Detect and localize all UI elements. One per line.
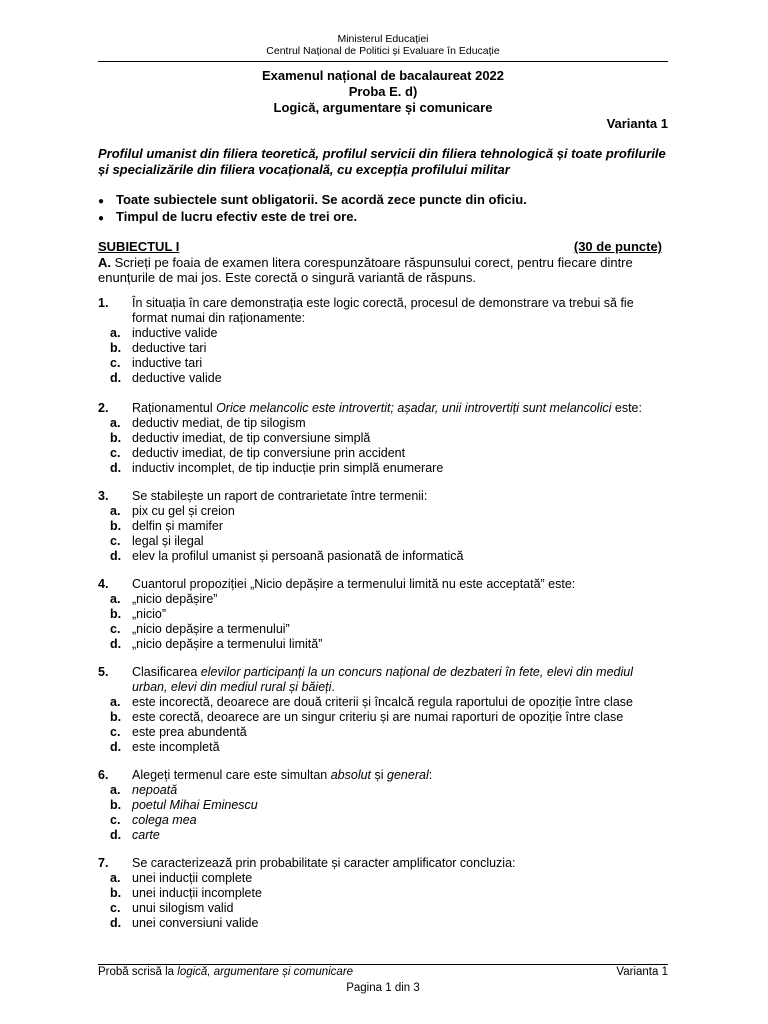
option-letter: b.	[110, 886, 122, 900]
question-6	[98, 768, 670, 843]
option-text: este incorectă, deoarece are două criterii și încalcă regula raportului de opoziție între clase	[132, 695, 633, 709]
option-letter: c.	[110, 901, 121, 915]
option-letter: b.	[110, 798, 122, 812]
option-text: „nicio depășire a termenului”	[132, 622, 290, 636]
option-letter: c.	[110, 446, 121, 460]
option-text: inductive tari	[132, 356, 203, 370]
question-number: 4.	[98, 577, 109, 591]
option-row	[98, 356, 670, 371]
option-letter: d.	[110, 740, 122, 754]
question-row	[98, 665, 670, 695]
option-text: elev la profilul umanist și persoană pasionată de informatică	[132, 549, 464, 563]
option-text: unei conversiuni valide	[132, 916, 259, 930]
option-row	[98, 740, 670, 755]
option-row	[98, 416, 670, 431]
exam-title: Examenul național de bacalaureat 2022	[261, 68, 505, 83]
option-row	[98, 828, 670, 843]
rule-item	[98, 209, 668, 226]
option-letter: c.	[110, 813, 121, 827]
option-row	[98, 504, 670, 519]
option-letter: d.	[110, 549, 122, 563]
option-letter: a.	[110, 504, 121, 518]
question-text-italic: absolut	[330, 768, 372, 782]
option-row	[98, 622, 670, 637]
option-row	[98, 461, 670, 476]
option-row	[98, 592, 670, 607]
question-text-part: .	[331, 680, 335, 694]
footer-divider	[98, 964, 668, 965]
question-text-italic: Orice melancolic este introvertit; așadar, unii introvertiți sunt melancolici	[216, 401, 612, 415]
question-text: În situația în care demonstrația este logic corectă, procesul de demonstrare va trebui să fie format numai din raționamente:	[132, 296, 634, 325]
option-row	[98, 326, 670, 341]
option-row	[98, 886, 670, 901]
option-text: delfin și mamifer	[132, 519, 223, 533]
option-letter: d.	[110, 828, 122, 842]
option-row	[98, 446, 670, 461]
rule-item	[98, 192, 668, 209]
option-letter: c.	[110, 622, 121, 636]
option-text: „nicio depășire a termenului limită”	[132, 637, 323, 651]
question-number: 5.	[98, 665, 109, 679]
variant-label: Varianta 1	[606, 116, 668, 131]
footer-left	[98, 966, 353, 978]
question-text: Se caracterizează prin probabilitate și caracter amplificator concluzia:	[132, 856, 516, 870]
option-text: poetul Mihai Eminescu	[132, 798, 258, 812]
option-letter: a.	[110, 695, 121, 709]
header-divider	[98, 61, 668, 62]
subject-heading	[98, 239, 662, 254]
question-text-italic: general	[387, 768, 429, 782]
option-text: colega mea	[132, 813, 197, 827]
option-text: legal și ilegal	[132, 534, 204, 548]
option-row	[98, 710, 670, 725]
option-text: este prea abundentă	[132, 725, 247, 739]
option-row	[98, 695, 670, 710]
profile-statement: Profilul umanist din filiera teoretică, profilul servicii din filiera tehnologică și toate profilurile și specializările din filiera vocațională, cu excepția profilului militar	[98, 146, 666, 177]
option-letter: c.	[110, 534, 121, 548]
footer	[98, 966, 668, 978]
rule-text: Timpul de lucru efectiv este de trei ore.	[116, 209, 358, 224]
option-row	[98, 341, 670, 356]
option-letter: a.	[110, 416, 121, 430]
option-text: unui silogism valid	[132, 901, 234, 915]
footer-left-text: Probă scrisă la	[98, 966, 178, 978]
option-row	[98, 637, 670, 652]
option-row	[98, 916, 670, 931]
ministry-header: Ministerul Educației	[337, 33, 429, 45]
subject-label: SUBIECTUL I	[98, 239, 180, 254]
center-header: Centrul Național de Politici și Evaluare în Educație	[266, 45, 500, 57]
option-row	[98, 798, 670, 813]
question-text-part: :	[428, 768, 433, 782]
question-1	[98, 296, 670, 386]
question-5	[98, 665, 670, 755]
question-number: 3.	[98, 489, 109, 503]
section-instructions-text: Scrieți pe foaia de examen litera corespunzătoare răspunsului corect, pentru fiecare dintre enunțurile de mai jos. Este corectă o singură variantă de răspuns.	[98, 255, 633, 285]
option-text: „nicio”	[132, 607, 167, 621]
exam-proba: Proba E. d)	[348, 84, 418, 99]
option-text: deductive tari	[132, 341, 207, 355]
footer-left-italic: logică, argumentare și comunicare	[177, 966, 354, 978]
question-text-part: este:	[611, 401, 642, 415]
question-row	[98, 489, 670, 504]
option-text: este incompletă	[132, 740, 220, 754]
option-row	[98, 871, 670, 886]
page-number: Pagina 1 din 3	[346, 982, 420, 994]
option-text: deductiv imediat, de tip conversiune prin accident	[132, 446, 406, 460]
bullet-icon: ●	[98, 196, 105, 207]
footer-variant: Varianta 1	[616, 966, 668, 978]
exam-subject: Logică, argumentare și comunicare	[273, 100, 493, 115]
option-row	[98, 534, 670, 549]
rules-list	[98, 192, 668, 226]
option-letter: b.	[110, 431, 122, 445]
question-text-part: Clasificarea	[132, 665, 201, 679]
option-letter: b.	[110, 607, 122, 621]
section-letter: A.	[98, 255, 111, 270]
option-row	[98, 519, 670, 534]
question-number: 6.	[98, 768, 109, 782]
option-text: nepoată	[132, 783, 178, 797]
rule-text: Toate subiectele sunt obligatorii. Se acordă zece puncte din oficiu.	[116, 192, 527, 207]
option-row	[98, 813, 670, 828]
question-text: Se stabilește un raport de contrarietate între termenii:	[132, 489, 428, 503]
option-row	[98, 783, 670, 798]
option-text: deductive valide	[132, 371, 222, 385]
question-row	[98, 401, 670, 416]
option-text: pix cu gel și creion	[132, 504, 235, 518]
option-letter: b.	[110, 519, 122, 533]
question-row	[98, 577, 670, 592]
section-instructions	[98, 255, 668, 285]
option-letter: a.	[110, 783, 121, 797]
option-row	[98, 431, 670, 446]
option-row	[98, 549, 670, 564]
question-text	[132, 768, 670, 783]
option-letter: a.	[110, 326, 121, 340]
question-text-part: Raționamentul	[132, 401, 217, 415]
question-text: Cuantorul propoziției „Nicio depășire a termenului limită nu este acceptată” este:	[132, 577, 576, 591]
option-letter: a.	[110, 871, 121, 885]
option-letter: d.	[110, 371, 122, 385]
question-text-part: și	[371, 768, 388, 782]
bullet-icon: ●	[98, 213, 105, 224]
option-letter: c.	[110, 356, 121, 370]
subject-points: (30 de puncte)	[573, 239, 662, 254]
option-letter: d.	[110, 916, 122, 930]
option-letter: c.	[110, 725, 121, 739]
question-3	[98, 489, 670, 564]
question-text	[132, 665, 670, 695]
option-row	[98, 901, 670, 916]
option-row	[98, 725, 670, 740]
option-text: unei inducții complete	[132, 871, 253, 885]
option-text: inductiv incomplet, de tip inducție prin simplă enumerare	[132, 461, 444, 475]
question-7	[98, 856, 670, 931]
question-text-part: Alegeți termenul care este simultan	[132, 768, 331, 782]
question-row	[98, 296, 670, 326]
option-text: carte	[132, 828, 160, 842]
question-number: 7.	[98, 856, 109, 870]
option-letter: d.	[110, 461, 122, 475]
question-text-italic: elevilor participanți la un concurs național de dezbateri în fete, elevi din mediul urban, elevi din mediul rural și băieți	[132, 665, 633, 694]
option-text: deductiv imediat, de tip conversiune simplă	[132, 431, 371, 445]
question-number: 1.	[98, 296, 109, 310]
question-number: 2.	[98, 401, 109, 415]
option-text: inductive valide	[132, 326, 218, 340]
question-text	[132, 401, 670, 416]
option-letter: b.	[110, 341, 122, 355]
option-letter: b.	[110, 710, 122, 724]
option-text: este corectă, deoarece are un singur criteriu și are numai raporturi de opoziție între clase	[132, 710, 624, 724]
option-text: deductiv mediat, de tip silogism	[132, 416, 306, 430]
option-text: „nicio depășire”	[132, 592, 218, 606]
option-letter: a.	[110, 592, 121, 606]
question-row	[98, 768, 670, 783]
option-text: unei inducții incomplete	[132, 886, 262, 900]
question-4	[98, 577, 670, 652]
option-row	[98, 371, 670, 386]
option-row	[98, 607, 670, 622]
question-row	[98, 856, 670, 871]
question-2	[98, 401, 670, 476]
option-letter: d.	[110, 637, 122, 651]
